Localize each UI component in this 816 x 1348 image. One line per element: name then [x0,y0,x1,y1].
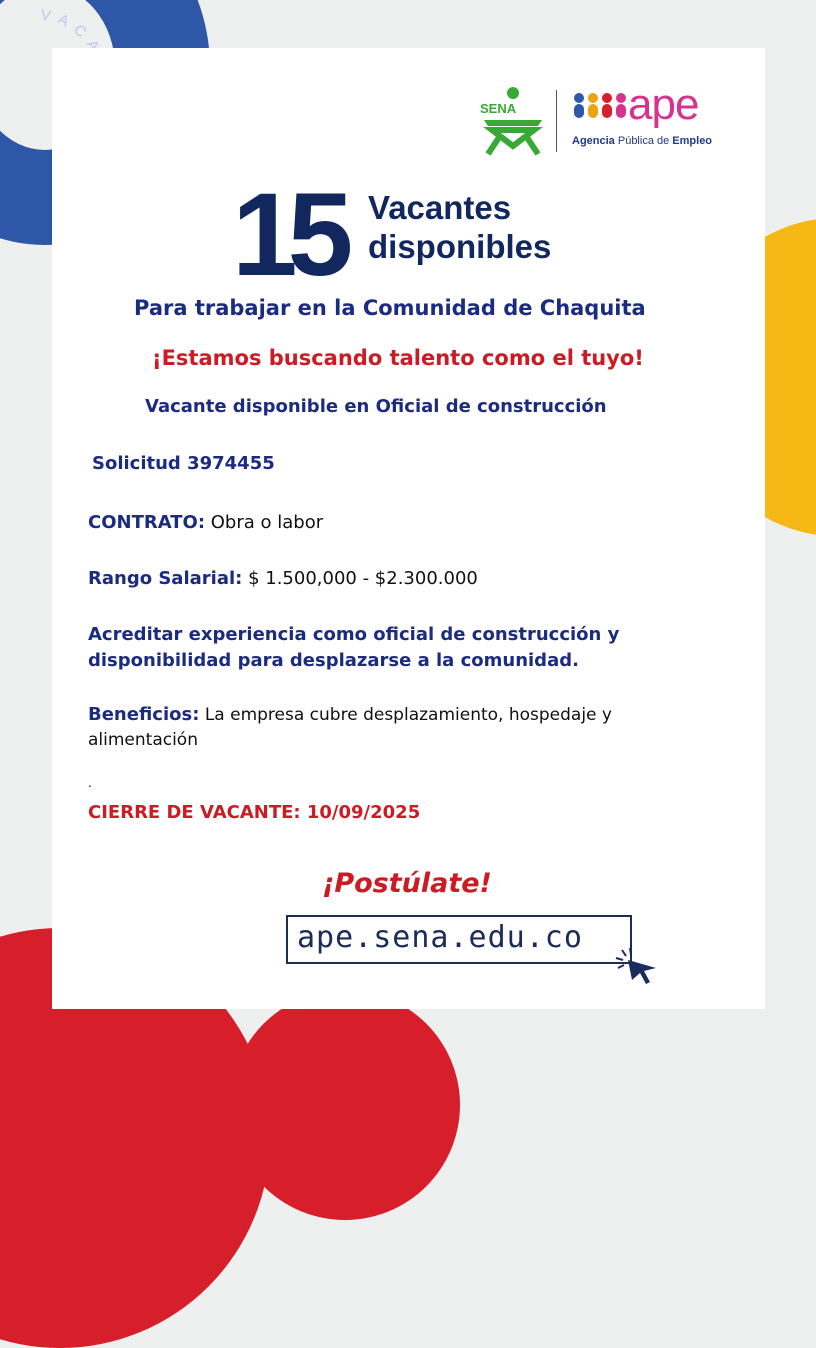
apply-cta[interactable]: ¡Postúlate! [322,868,492,899]
vacancy-count-label: Vacantes disponibles [368,189,552,265]
ape-wordmark: ape [628,80,699,129]
tagline: ¡Estamos buscando talento como el tuyo! [152,346,644,370]
position-title: Vacante disponible en Oficial de construcción [145,396,607,417]
red-circle-decoration-2 [230,990,460,1220]
salary-value: $ 1.500,000 - $2.300.000 [248,568,478,589]
sena-wordmark: SENA [480,101,517,116]
ape-subtitle: Agencia Pública de Empleo [572,135,713,147]
dot-mark: . [88,776,92,790]
ape-people-icon [572,92,630,122]
request-number: Solicitud 3974455 [92,453,275,474]
benefits-value: La empresa cubre desplazamiento, hospedaje y [204,705,612,725]
url-link[interactable]: ape.sena.edu.co [297,920,583,955]
benefits-label: Beneficios: [88,704,200,725]
closing-date: CIERRE DE VACANTE: 10/09/2025 [88,802,421,823]
benefits-text: Beneficios: La empresa cubre desplazamiento, hospedaje y alimentación [88,704,612,750]
contract-label: CONTRATO: [88,512,206,533]
contract-value: Obra o labor [210,512,324,533]
requirement-text: Acreditar experiencia como oficial de construcción y disponibilidad para desplazarse a la comunidad. [88,624,620,671]
vacancy-count: 15 [232,169,344,301]
salary-row [88,568,478,589]
logos-header [480,80,750,156]
svg-text:VACANTES: VAC [39,6,96,47]
sena-logo-icon [480,86,546,156]
salary-label: Rango Salarial: [88,568,243,589]
contract-row [88,512,323,533]
subtitle: Para trabajar en la Comunidad de Chaquita [134,296,646,320]
logo-divider [556,90,557,152]
cursor-icon [612,944,660,984]
